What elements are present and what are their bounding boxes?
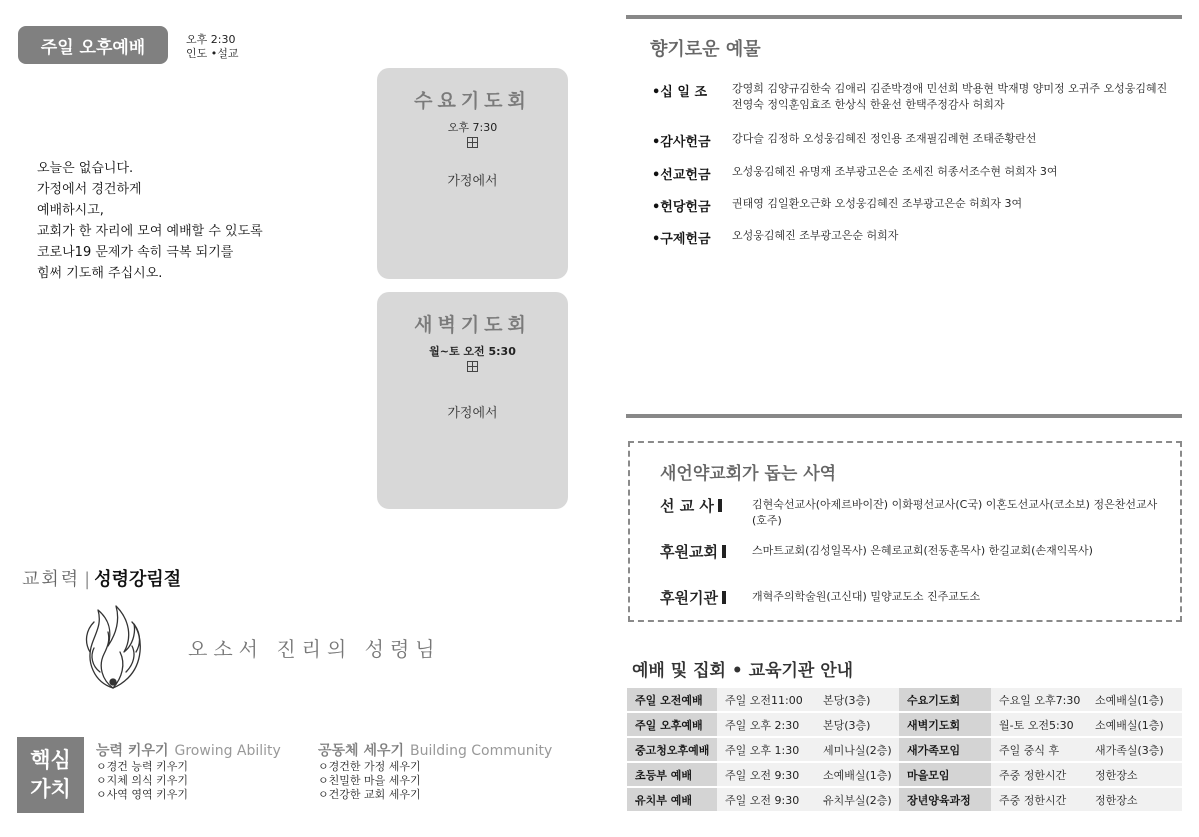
heading-divider: | (84, 569, 91, 590)
table-cell: 주일 오후예배 (627, 713, 717, 736)
table-row (627, 713, 1182, 736)
notice-text (37, 158, 263, 284)
offerings-title: 향기로운 예물 (650, 39, 761, 60)
offering-row (652, 131, 1180, 150)
table-cell: 주일 오후 2:30 (717, 713, 815, 736)
table-cell: 주일 오전예배 (627, 688, 717, 711)
mission-label (660, 495, 752, 529)
pentecost-slogan: 오소서 진리의 성령님 (188, 637, 441, 661)
table-cell: 세미나실(2층) (815, 738, 899, 761)
mission-text: 김현숙선교사(아제르바이잔) 이화평선교사(C국) 이혼도선교사(코소보) 정은찬선교사(호주) (752, 498, 1158, 527)
offering-row (652, 81, 1180, 113)
mission-label (660, 541, 752, 562)
notice-line: 교회가 한 자리에 모여 예배할 수 있도록 (37, 224, 263, 239)
service-detail: 인도 •설교 (186, 47, 239, 60)
table-cell: 마을모임 (899, 763, 991, 786)
badge-line: 핵심 (30, 748, 71, 772)
mission-text: 개혁주의학술원(고신대) 밀양교도소 진주교도소 (752, 590, 981, 603)
table-cell: 수요일 오후7:30 (991, 688, 1087, 711)
plus-box-icon (467, 361, 478, 372)
table-cell: 새가족모임 (899, 738, 991, 761)
section-divider (626, 15, 1182, 19)
card-place: 가정에서 (447, 174, 498, 189)
table-cell: 정한장소 (1087, 788, 1182, 811)
card-title: 새벽기도회 (414, 314, 531, 336)
core-value-heading (318, 740, 552, 760)
notice-line: 오늘은 없습니다. (37, 161, 134, 176)
card-place: 가정에서 (447, 406, 498, 421)
offering-names: 오성웅김혜진 조부광고은순 허희자 (732, 229, 899, 242)
wednesday-prayer-card (377, 68, 568, 279)
mission-box (628, 441, 1182, 622)
core-value-column (96, 740, 281, 802)
table-cell: 유치부 예배 (627, 788, 717, 811)
table-cell: 초등부 예배 (627, 763, 717, 786)
service-title-badge: 주일 오후예배 (18, 26, 168, 64)
table-row (627, 763, 1182, 786)
table-row (627, 688, 1182, 711)
table-cell: 소예배실(1층) (815, 763, 899, 786)
label-marker (722, 591, 726, 604)
plus-box-icon (467, 137, 478, 148)
offering-label: •구제헌금 (652, 232, 711, 247)
church-calendar-heading (22, 565, 181, 591)
offering-names: 강다슬 김정하 오성웅김혜진 정인용 조재필김례현 조태준황란선 (732, 132, 1037, 145)
core-value-item: ㅇ친밀한 마을 세우기 (318, 774, 421, 787)
card-title: 수요기도회 (414, 90, 531, 112)
dawn-prayer-card (377, 292, 568, 509)
card-time: 오후 7:30 (447, 121, 498, 134)
schedule-table (627, 686, 1182, 813)
core-value-heading (96, 740, 281, 760)
table-row (627, 738, 1182, 761)
table-cell: 수요기도회 (899, 688, 991, 711)
section-divider (626, 414, 1182, 418)
core-value-ko: 공동체 세우기 (318, 743, 405, 759)
offering-row (652, 164, 1180, 183)
core-value-item: ㅇ지체 의식 키우기 (96, 774, 189, 787)
offering-names: 오성웅김혜진 유명재 조부광고은순 조세진 허종서조수현 허희자 3여 (732, 165, 1058, 178)
table-cell: 주중 정한시간 (991, 763, 1087, 786)
table-cell: 새가족실(3층) (1087, 738, 1182, 761)
schedule-title: 예배 및 집회 • 교육기관 안내 (632, 661, 854, 681)
card-time: 월~토 오전 5:30 (429, 345, 516, 358)
mission-label-text: 후원교회 (660, 543, 718, 561)
notice-line: 코로나19 문제가 속히 극복 되기를 (37, 245, 234, 260)
notice-line: 힘써 기도해 주십시오. (37, 266, 163, 281)
church-calendar-title: 성령강림절 (94, 569, 182, 590)
core-value-en: Growing Ability (174, 743, 281, 759)
offering-label: •감사헌금 (652, 135, 711, 150)
table-cell: 유치부실(2층) (815, 788, 899, 811)
table-cell: 새벽기도회 (899, 713, 991, 736)
offering-row (652, 196, 1180, 215)
core-value-ko: 능력 키우기 (96, 743, 169, 759)
label-marker (722, 545, 726, 558)
badge-line: 가치 (30, 777, 71, 801)
mission-label-text: 선 교 사 (660, 497, 714, 515)
table-cell: 주일 오전11:00 (717, 688, 815, 711)
core-value-en: Building Community (410, 743, 553, 759)
mission-label (660, 587, 752, 608)
notice-line: 예배하시고, (37, 203, 104, 218)
table-cell: 소예배실(1층) (1087, 713, 1182, 736)
mission-text: 스마트교회(김성일목사) 은혜로교회(전동훈목사) 한길교회(손재익목사) (752, 544, 1093, 557)
table-cell: 본당(3층) (815, 688, 899, 711)
mission-title: 새언약교회가 돕는 사역 (660, 464, 837, 484)
label-marker (718, 499, 722, 512)
notice-line: 가정에서 경건하게 (37, 182, 142, 197)
table-cell: 정한장소 (1087, 763, 1182, 786)
mission-row (660, 587, 1170, 608)
core-value-item: ㅇ건강한 교회 세우기 (318, 788, 421, 801)
offering-label: •선교헌금 (652, 168, 711, 183)
table-cell: 주일 오전 9:30 (717, 788, 815, 811)
offering-label: •헌당헌금 (652, 200, 711, 215)
core-value-item: ㅇ사역 영역 키우기 (96, 788, 189, 801)
table-cell: 월-토 오전5:30 (991, 713, 1087, 736)
table-cell: 본당(3층) (815, 713, 899, 736)
mission-label-text: 후원기관 (660, 589, 718, 607)
core-value-column (318, 740, 552, 802)
holy-spirit-flame-icon (80, 602, 146, 692)
service-info (186, 33, 239, 61)
table-cell: 주중 정한시간 (991, 788, 1087, 811)
offering-names: 강영희 김양규김한숙 김애리 김준박경애 민선희 박용현 박재명 양미정 오귀주 오성웅김혜진 전영숙 정익훈임효조 한상식 한윤선 한택주정감사 허희자 (732, 82, 1168, 111)
table-cell: 주일 오전 9:30 (717, 763, 815, 786)
church-calendar-prefix: 교회력 (22, 569, 81, 590)
core-value-item: ㅇ경건 능력 키우기 (96, 760, 189, 773)
table-cell: 장년양육과정 (899, 788, 991, 811)
table-cell: 중고청오후예배 (627, 738, 717, 761)
offering-row (652, 228, 1180, 247)
offering-names: 권태영 김일환오근화 오성웅김혜진 조부광고은순 허희자 3여 (732, 197, 1023, 210)
table-cell: 주일 오후 1:30 (717, 738, 815, 761)
mission-row (660, 541, 1170, 562)
table-row (627, 788, 1182, 811)
core-value-item: ㅇ경건한 가정 세우기 (318, 760, 421, 773)
mission-row (660, 495, 1170, 529)
service-time: 오후 2:30 (186, 33, 236, 46)
offering-label: •십 일 조 (652, 85, 708, 100)
core-values-badge (17, 737, 84, 813)
table-cell: 소예배실(1층) (1087, 688, 1182, 711)
table-cell: 주일 중식 후 (991, 738, 1087, 761)
